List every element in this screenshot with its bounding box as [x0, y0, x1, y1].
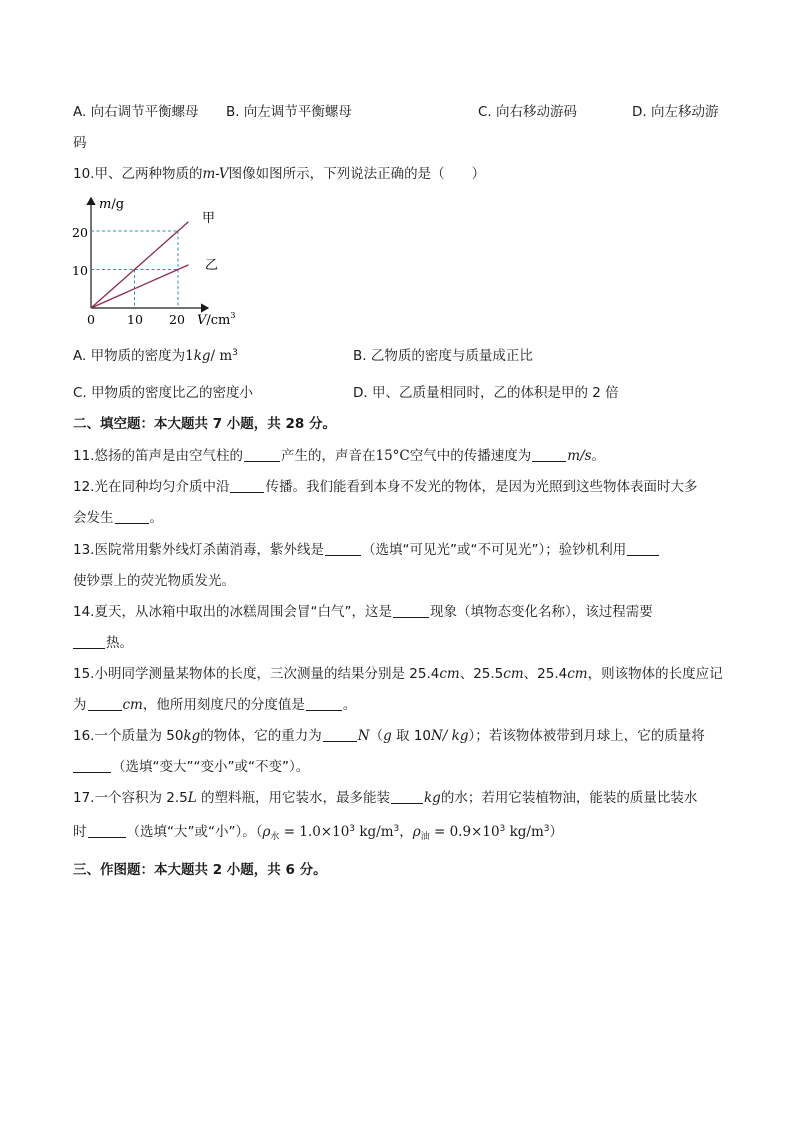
q16-text-4: 取 10: [391, 728, 432, 744]
q16-text-2: 的物体，它的重力为: [200, 728, 322, 744]
y-axis-label: m/g: [99, 197, 125, 212]
rho-water-sub: 水: [270, 832, 280, 842]
q10-option-a: [73, 346, 238, 366]
q17-comma: ，: [399, 824, 413, 840]
x-tick-10: 10: [127, 312, 143, 327]
q14-text-3: 热。: [106, 635, 133, 651]
q14-line-1: [73, 602, 653, 622]
rho-oil-unit: kg/m: [505, 824, 544, 840]
q17-blank-2[interactable]: [88, 823, 126, 838]
x-axis-label: $V/cm^3$: [197, 311, 236, 328]
q11-text-1: 11.悠扬的笛声是由空气柱的: [73, 448, 243, 464]
q9-option-b: B. 向左调节平衡螺母: [226, 104, 352, 120]
rho-oil-unit-exp: 3: [543, 824, 550, 834]
q15-blank-2[interactable]: [306, 696, 342, 711]
rho-water-unit: kg/m: [355, 824, 394, 840]
q17-unit-l: L: [187, 790, 197, 806]
q16-unit-kg: kg: [183, 728, 201, 744]
q12-line-1: [73, 477, 697, 497]
q12-blank-1[interactable]: [230, 478, 264, 493]
q14-blank-1[interactable]: [393, 603, 429, 618]
q10-stem: [73, 164, 485, 184]
q14-text-1: 14.夏天，从冰箱中取出的冰糕周围会冒“白气”，这是: [73, 604, 392, 620]
q17-end: ）: [549, 824, 563, 840]
q17-text-1: 17.一个容积为 2.5: [73, 790, 188, 806]
series-lines: [91, 222, 188, 308]
q12-text-2: 传播。我们能看到本身不发光的物体，是因为光照到这些物体表面时大多: [265, 479, 698, 495]
q12-text-4: 。: [149, 510, 163, 526]
q16-text-3: （: [369, 728, 384, 744]
q11-text-4: 。: [591, 448, 606, 464]
q10-stem-post: 图像如图所示，下列说法正确的是（ ）: [228, 166, 486, 182]
section3-heading: 三、作图题：本大题共 2 小题，共 6 分。: [73, 862, 327, 878]
q10-option-a-unit-m: / m: [210, 348, 233, 364]
q17-line-2: [73, 822, 563, 842]
q17-text-4: 时: [73, 824, 87, 840]
q11-unit: m/s: [567, 448, 592, 464]
q10-option-a-sup: 3: [232, 348, 238, 358]
q16-text-5: ）；若该物体被带到月球上，它的质量将: [468, 728, 705, 744]
q10-option-b: B. 乙物质的密度与质量成正比: [353, 348, 533, 364]
series-line-yi: [91, 265, 188, 308]
rho-oil-symbol: ρ: [412, 824, 421, 840]
q13-blank-2[interactable]: [627, 541, 659, 556]
y-tick-20: 20: [72, 225, 88, 240]
q11-temp-unit: °C: [392, 448, 410, 464]
q16-text-1: 16.一个质量为 50: [73, 728, 184, 744]
q13-text-1: 13.医院常用紫外线灯杀菌消毒，紫外线是: [73, 542, 324, 558]
q15-text-1: 15.小明同学测量某物体的长度，三次测量的结果分别是 25.4: [73, 666, 440, 682]
series-line-jia: [91, 222, 188, 308]
rho-oil-eq: = 0.9×10: [429, 824, 500, 840]
q10-stem-pre: 甲、乙两种物质的: [94, 166, 203, 182]
q15-unit-1: cm: [439, 666, 460, 682]
q11-text-3: 空气中的传播速度为: [409, 448, 532, 464]
q13-blank-1[interactable]: [325, 541, 361, 556]
q14-line-2: [73, 633, 133, 653]
q10-stem-var: m-V: [202, 166, 229, 182]
q15-unit-4: cm: [122, 697, 143, 713]
q12-text-3: 会发生: [73, 510, 114, 526]
q16-blank-2[interactable]: [73, 758, 111, 773]
rho-oil-sub: 油: [420, 832, 430, 842]
q12-line-2: [73, 508, 163, 528]
q17-text-2: 的塑料瓶，用它装水，最多能装: [196, 790, 390, 806]
x-tick-20: 20: [169, 312, 185, 327]
q15-text-7: 。: [342, 697, 357, 713]
q15-unit-3: cm: [567, 666, 588, 682]
q11-temp: 15: [375, 448, 393, 464]
q16-line-2: [73, 757, 309, 777]
q10-option-d: D. 甲、乙质量相同时，乙的体积是甲的 2 倍: [353, 385, 619, 401]
q17-blank-1[interactable]: [391, 789, 423, 804]
section2-heading: 二、填空题：本大题共 7 小题，共 28 分。: [73, 416, 336, 432]
q10-option-a-text: A. 甲物质的密度为: [73, 348, 186, 364]
q11-blank-2[interactable]: [532, 447, 566, 462]
q15-text-3: 、25.4: [523, 666, 568, 682]
q10-option-c: C. 甲物质的密度比乙的密度小: [73, 385, 254, 401]
q9-option-c: C. 向右移动游码: [478, 104, 578, 120]
q11-text-2: 产生的，声音在: [280, 448, 376, 464]
q12-blank-2[interactable]: [115, 509, 149, 524]
rho-water-eq: = 1.0×10: [279, 824, 350, 840]
q10-option-a-value: 1: [185, 348, 194, 364]
q9-option-d-wrap: 码: [73, 135, 87, 151]
y-tick-10: 10: [72, 263, 88, 278]
q10-number: 10.: [73, 166, 95, 182]
q17-unit-kg: kg: [424, 790, 441, 806]
q11: [73, 446, 605, 466]
q17-text-3: 的水；若用它装植物油，能装的质量比装水: [440, 790, 698, 806]
m-v-graph: [62, 192, 262, 332]
q16-g: g: [383, 728, 392, 744]
q15-text-2: 、25.5: [459, 666, 504, 682]
q15-line-1: [73, 664, 723, 684]
q9-option-d: D. 向左移动游: [632, 104, 719, 120]
q17-text-5: （选填“大”或“小”）。（: [126, 824, 263, 840]
q16-blank-1[interactable]: [323, 727, 357, 742]
q17-line-1: [73, 788, 697, 808]
q14-text-2: 现象（填物态变化名称），该过程需要: [429, 604, 653, 620]
q13-line-1: [73, 540, 660, 560]
q15-blank-1[interactable]: [88, 696, 122, 711]
q13-text-2: （选填“可见光”或“不可见光”）；验钞机利用: [361, 542, 627, 558]
q15-text-4: ，则该物体的长度应记: [587, 666, 723, 682]
q16-text-6: （选填“变大”“变小”或“不变”）。: [112, 759, 310, 775]
q9-option-a: A. 向右调节平衡螺母: [73, 104, 199, 120]
line-label-jia: 甲: [202, 211, 216, 226]
q13-line-2: 使钞票上的荧光物质发光。: [73, 573, 235, 589]
q14-blank-2[interactable]: [73, 634, 105, 649]
rho-water-unit-exp: 3: [393, 824, 400, 834]
q10-option-a-unit-kg: kg: [193, 348, 211, 364]
q15-text-6: ，他所用刻度尺的分度值是: [142, 697, 305, 713]
line-label-yi: 乙: [205, 258, 219, 273]
q15-unit-2: cm: [503, 666, 524, 682]
q15-line-2: [73, 695, 356, 715]
q16-unit-n: N: [357, 728, 370, 744]
q16-line-1: [73, 726, 705, 746]
rho-water-exp: 3: [349, 824, 356, 834]
rho-oil-exp: 3: [499, 824, 506, 834]
q12-text-1: 12.光在同种均匀介质中沿: [73, 479, 230, 495]
q16-unit-nkg: N/ kg: [431, 728, 469, 744]
rho-water-symbol: ρ: [262, 824, 271, 840]
q11-blank-1[interactable]: [244, 447, 280, 462]
origin-label: 0: [87, 312, 95, 327]
q15-text-5: 为: [73, 697, 87, 713]
